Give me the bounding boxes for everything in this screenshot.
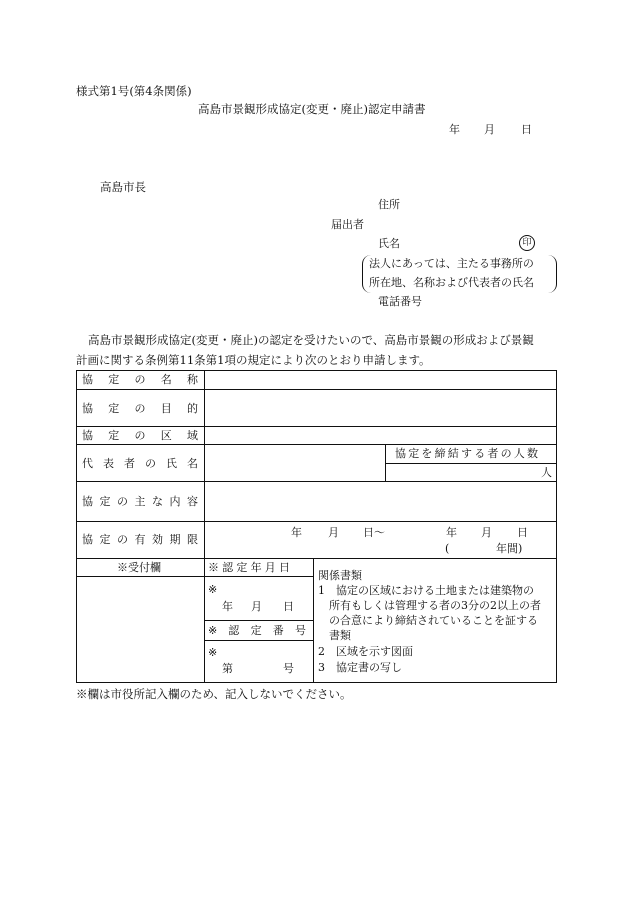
certification-number-suffix: 号 (283, 662, 294, 675)
addressee: 高島市長 (100, 180, 146, 194)
row-label-agreement-name: 協 定 の 名 称 (82, 373, 198, 386)
certification-date-month: 月 (251, 600, 262, 613)
related-doc-line: 書類 (318, 629, 351, 642)
reception-header: ※受付欄 (117, 561, 161, 574)
related-docs-title: 関係書類 (318, 569, 362, 582)
period-start-day: 日〜 (363, 526, 385, 539)
address-label: 住所 (378, 198, 400, 211)
page-title: 高島市景観形成協定(変更・廃止)認定申請書 (198, 102, 426, 116)
row-label-representative-name: 代 表 者 の 氏 名 (82, 457, 198, 470)
date-day-label: 日 (521, 123, 532, 136)
period-start-month: 月 (328, 526, 339, 539)
related-doc-line: の合意により締結されていることを証する (318, 614, 538, 627)
certification-date-year: 年 (222, 600, 233, 613)
related-doc-line: 3 協定書の写し (318, 661, 402, 674)
certification-number-label: ※ 認 定 番 号 (208, 624, 306, 637)
certification-date-label: ※認定年月日 (208, 561, 294, 574)
date-year-label: 年 (449, 123, 460, 136)
period-end-day: 日 (517, 526, 528, 539)
phone-label: 電話番号 (378, 295, 422, 308)
period-years-close: 年間) (496, 542, 523, 555)
applicant-role-label: 届出者 (331, 218, 364, 231)
date-month-label: 月 (484, 123, 495, 136)
row-label-agreement-purpose: 協 定 の 目 的 (82, 402, 198, 415)
corporate-note-line1: 法人にあっては、主たる事務所の (369, 257, 534, 270)
period-years-open: ( (445, 542, 450, 555)
body-text-line1: 高島市景観形成協定(変更・廃止)の認定を受けたいので、高島市景観の形成および景観 (88, 333, 534, 347)
signers-count-label: 協定を締結する者の人数 (395, 447, 541, 460)
body-text-line2: 計画に関する条例第11条第1項の規定により次のとおり申請します。 (76, 353, 431, 367)
right-bracket (542, 255, 557, 293)
related-doc-line: 所有もしくは管理する者の3分の2以上の者 (318, 599, 541, 612)
certification-number-prefix: 第 (222, 662, 233, 675)
row-label-validity-period: 協 定 の 有 効 期 限 (82, 533, 198, 546)
form-number: 様式第1号(第4条関係) (76, 84, 192, 98)
certification-date-mark: ※ (208, 583, 218, 596)
name-label: 氏名 (378, 237, 400, 250)
certification-date-day: 日 (283, 600, 294, 613)
related-doc-line: 2 区域を示す図面 (318, 645, 413, 658)
period-end-year: 年 (446, 526, 457, 539)
row-label-main-content: 協 定 の 主 な 内 容 (82, 495, 198, 508)
certification-number-mark: ※ (208, 646, 218, 659)
row-label-agreement-area: 協 定 の 区 域 (82, 429, 198, 442)
seal-mark: 印 (519, 235, 535, 251)
footnote: ※欄は市役所記入欄のため、記入しないでください。 (76, 687, 352, 701)
corporate-note-line2: 所在地、名称および代表者の氏名 (369, 276, 534, 289)
period-end-month: 月 (481, 526, 492, 539)
period-start-year: 年 (291, 526, 302, 539)
related-doc-line: 1 協定の区域における土地または建築物の (318, 584, 534, 597)
persons-unit: 人 (541, 466, 552, 479)
